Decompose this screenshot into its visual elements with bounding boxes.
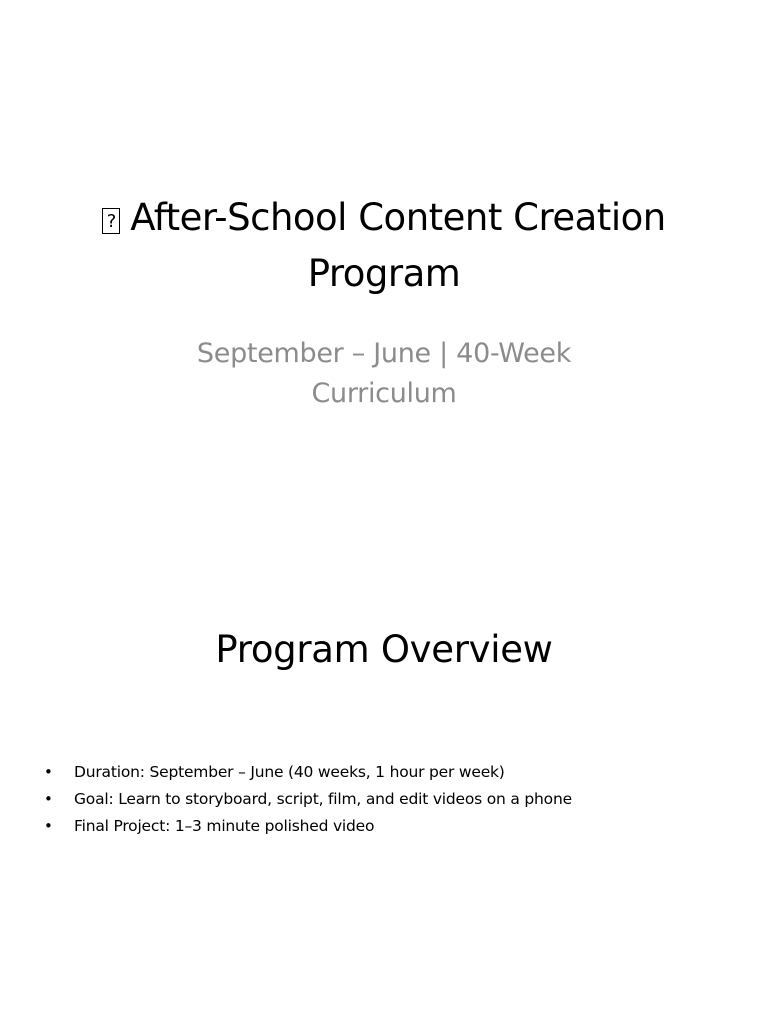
bullet-dot-icon: •	[44, 817, 53, 835]
bullet-item-final-project	[44, 813, 572, 840]
overview-slide	[0, 512, 768, 1024]
overview-bullet-list	[44, 759, 572, 840]
slide-title-text: After-School Content Creation Program	[130, 196, 666, 295]
title-block	[0, 190, 768, 302]
overview-heading: Program Overview	[215, 628, 553, 671]
bullet-item-goal	[44, 786, 572, 813]
bullet-item-duration	[44, 759, 572, 786]
subtitle-block	[0, 334, 768, 414]
bullet-text: Goal: Learn to storyboard, script, film, and edit videos on a phone	[74, 790, 572, 808]
slide-title	[64, 190, 704, 302]
slide-subtitle: September – June | 40-Week Curriculum	[196, 338, 572, 409]
missing-glyph-icon: ?	[102, 208, 120, 234]
bullet-dot-icon: •	[44, 763, 53, 781]
bullet-dot-icon: •	[44, 790, 53, 808]
bullet-text: Duration: September – June (40 weeks, 1 hour per week)	[74, 763, 505, 781]
bullet-text: Final Project: 1–3 minute polished video	[74, 817, 375, 835]
